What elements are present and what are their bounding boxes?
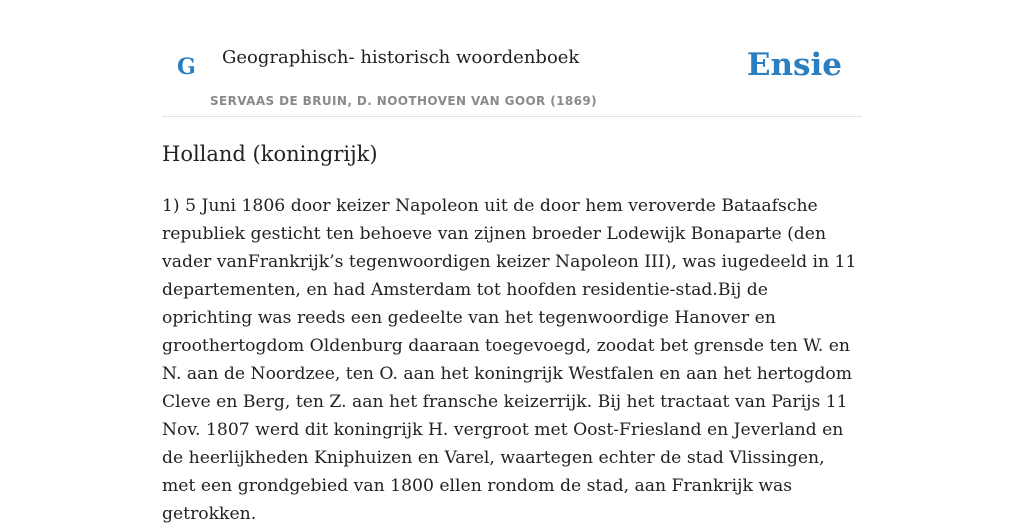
entry-title: Holland (koningrijk) bbox=[162, 142, 378, 166]
source-header bbox=[162, 0, 862, 117]
entry-body: 1) 5 Juni 1806 door keizer Napoleon uit de door hem veroverde Bataafsche republiek gesticht ten behoeve van zijnen broeder Lodewijk Bonaparte (den vader vanFrankrijk’s tegenwoordigen keizer Napoleon III), was iugedeeld in 11 departementen, en had Amsterdam tot hoofden residentie-stad.Bij de oprichting was reeds een gedeelte van het tegenwoordige Hanover en groothertogdom Oldenburg daaraan toegevoegd, zoodat bet grensde ten W. en N. aan de Noordzee, ten O. aan het koningrijk Westfalen en aan het hertogdom Cleve en Berg, ten Z. aan het fransche keizerrijk. Bij het tractaat van Parijs 11 Nov. 1807 werd dit koningrijk H. vergroot met Oost-Friesland en Jeverland en de heerlijkheden Kniphuizen en Varel, waartegen echter de stad Vlissingen, met een grondgebied van 1800 ellen rondom de stad, aan Frankrijk was getrokken. bbox=[162, 196, 857, 524]
source-author: SERVAAS DE BRUIN, D. NOOTHOVEN VAN GOOR (1869) bbox=[210, 94, 598, 108]
source-logo-icon[interactable]: G bbox=[177, 54, 196, 80]
ensie-logo[interactable]: Ensie bbox=[746, 47, 842, 83]
source-title-link[interactable]: Geographisch- historisch woordenboek bbox=[222, 47, 580, 68]
